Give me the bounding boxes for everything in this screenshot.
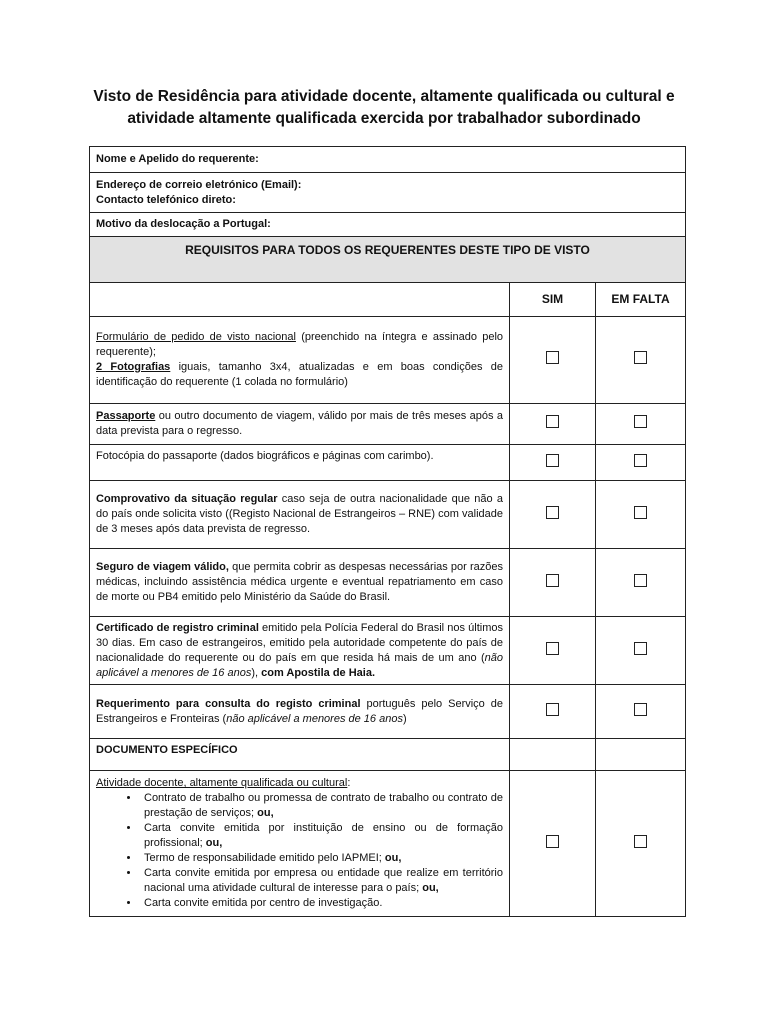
sim-checkbox[interactable] (546, 454, 559, 467)
criminal-record-note: não aplicável a menores de 16 anos (96, 651, 503, 679)
list-item-connector: ou, (422, 882, 439, 894)
sim-cell (510, 617, 596, 685)
list-item (140, 896, 503, 911)
residence-detail: caso seja de outra nacionalidade que não a do país onde solicita visto ((Registo Nacional de Estrangeiros – RNE) com validade de 3 meses após data prevista de regresso. (96, 493, 503, 535)
em-falta-checkbox[interactable] (634, 454, 647, 467)
criminal-query-detail: português pelo Serviço de Estrangeiros e Fronteiras ( (96, 697, 503, 725)
section-header-row (90, 237, 686, 283)
criminal-record-sep: ), (251, 666, 262, 679)
criminal-record-detail: emitido pela Polícia Federal do Brasil nos últimos 30 dias. Em caso de estrangeiros, emitido pela autoridade competente do país de nacionalidade do requerente ou do país em que resida há mais de um ano ( (96, 621, 503, 664)
specific-intro: Atividade docente, altamente qualificada ou cultural (96, 777, 348, 789)
list-item-connector: ou, (205, 837, 223, 849)
sim-checkbox[interactable] (546, 835, 559, 848)
specific-list (96, 791, 503, 911)
sim-cell (510, 481, 596, 549)
title-line-2: atividade altamente qualificada exercida por trabalhador subordinado (127, 110, 641, 127)
email-field-label: Endereço de correio eletrónico (Email): (96, 178, 302, 191)
em-falta-cell (596, 685, 686, 739)
specific-intro-end: : (347, 777, 351, 789)
requirement-criminal-query-text (90, 685, 510, 739)
em-falta-checkbox[interactable] (634, 351, 647, 364)
requirement-row-residence (90, 481, 686, 549)
specific-requirement-text (90, 771, 510, 917)
passport-label: Passaporte (96, 410, 156, 422)
sim-checkbox[interactable] (546, 642, 559, 655)
em-falta-checkbox[interactable] (634, 703, 647, 716)
criminal-query-label: Requerimento para consulta do registo criminal (96, 697, 361, 710)
specific-header-row (90, 739, 686, 771)
em-falta-cell (596, 617, 686, 685)
requirement-row-criminal-query (90, 685, 686, 739)
requirement-criminal-record-text (90, 617, 510, 685)
list-item (140, 821, 503, 851)
sim-cell (510, 771, 596, 917)
requirement-row-insurance (90, 549, 686, 617)
requirement-form-text (90, 317, 510, 404)
requirement-row-form (90, 317, 686, 404)
name-row (90, 147, 686, 173)
sim-checkbox[interactable] (546, 574, 559, 587)
em-falta-checkbox[interactable] (634, 506, 647, 519)
list-item-text: Carta convite emitida por centro de investigação. (144, 897, 383, 909)
requirement-row-criminal-record (90, 617, 686, 685)
em-falta-cell (596, 771, 686, 917)
requirement-row-specific (90, 771, 686, 917)
photos-detail: iguais, tamanho 3x4, atualizadas e em boas condições de identificação do requerente (1 colada no formulário) (96, 361, 503, 388)
sim-checkbox[interactable] (546, 351, 559, 364)
document-title (40, 86, 728, 130)
requirement-residence-text (90, 481, 510, 549)
insurance-label: Seguro de viagem válido, (96, 561, 229, 573)
contact-row (90, 173, 686, 213)
blank-cell (510, 739, 596, 771)
em-falta-checkbox[interactable] (634, 415, 647, 428)
form-detail: (preenchido na íntegra e assinado pelo requerente); (96, 331, 504, 358)
em-falta-checkbox[interactable] (634, 835, 647, 848)
contact-field (90, 173, 686, 213)
list-item (140, 791, 503, 821)
requirement-passport-copy-text: Fotocópia do passaporte (dados biográficos e páginas com carimbo). (90, 445, 510, 481)
requirement-insurance-text (90, 549, 510, 617)
sim-checkbox[interactable] (546, 506, 559, 519)
criminal-record-label: Certificado de registro criminal (96, 621, 259, 634)
title-line-1: Visto de Residência para atividade docente, altamente qualificada ou cultural e (93, 88, 675, 105)
blank-cell (596, 739, 686, 771)
criminal-query-end: ) (402, 712, 407, 725)
em-falta-checkbox[interactable] (634, 574, 647, 587)
em-falta-checkbox[interactable] (634, 642, 647, 655)
requirement-passport-text (90, 404, 510, 445)
sim-cell (510, 404, 596, 445)
requirement-row-passport-copy (90, 445, 686, 481)
list-item (140, 851, 503, 866)
list-item-text: Carta convite emitida por empresa ou entidade que realize em território nacional uma atividade cultural de interesse para o país; (144, 867, 503, 894)
column-header-row (90, 283, 686, 317)
list-item (140, 866, 503, 896)
reason-field-label: Motivo da deslocação a Portugal: (90, 213, 686, 237)
sim-cell (510, 685, 596, 739)
sim-checkbox[interactable] (546, 415, 559, 428)
sim-cell (510, 549, 596, 617)
criminal-query-note: não aplicável a menores de 16 anos (226, 712, 403, 725)
reason-row (90, 213, 686, 237)
specific-header: DOCUMENTO ESPECÍFICO (90, 739, 510, 771)
residence-label: Comprovativo da situação regular (96, 493, 278, 505)
em-falta-cell (596, 549, 686, 617)
section-header: REQUISITOS PARA TODOS OS REQUERENTES DESTE TIPO DE VISTO (90, 237, 686, 283)
em-falta-cell (596, 445, 686, 481)
sim-cell (510, 317, 596, 404)
list-item-connector: ou, (257, 807, 274, 819)
photos-label: 2 Fotografias (96, 361, 171, 373)
name-field-label: Nome e Apelido do requerente: (90, 147, 686, 173)
sim-cell (510, 445, 596, 481)
sim-column-header: SIM (510, 283, 596, 317)
form-link-text: Formulário de pedido de visto nacional (96, 331, 296, 343)
em-falta-cell (596, 481, 686, 549)
list-item-connector: ou, (384, 852, 402, 864)
phone-field-label: Contacto telefónico direto: (96, 193, 236, 206)
requirement-row-passport (90, 404, 686, 445)
list-item-text: Contrato de trabalho ou promessa de contrato de trabalho ou contrato de prestação de serviços; (144, 792, 503, 819)
apostille-label: com Apostila de Haia. (261, 666, 376, 679)
em-falta-column-header: EM FALTA (596, 283, 686, 317)
insurance-detail: que permita cobrir as despesas necessárias por razões médicas, incluindo assistência médica urgente e eventual repatriamento em caso de morte ou PB4 emitido pelo Ministério da Saúde do Brasil. (96, 561, 503, 603)
requirements-table (89, 146, 686, 917)
list-item-text: Termo de responsabilidade emitido pelo IAPMEI; (144, 852, 385, 864)
em-falta-cell (596, 404, 686, 445)
em-falta-cell (596, 317, 686, 404)
blank-header-cell (90, 283, 510, 317)
passport-detail: ou outro documento de viagem, válido por mais de três meses após a data prevista para o regresso. (96, 410, 503, 437)
sim-checkbox[interactable] (546, 703, 559, 716)
list-item-text: Carta convite emitida por instituição de ensino ou de formação profissional; (144, 822, 503, 849)
